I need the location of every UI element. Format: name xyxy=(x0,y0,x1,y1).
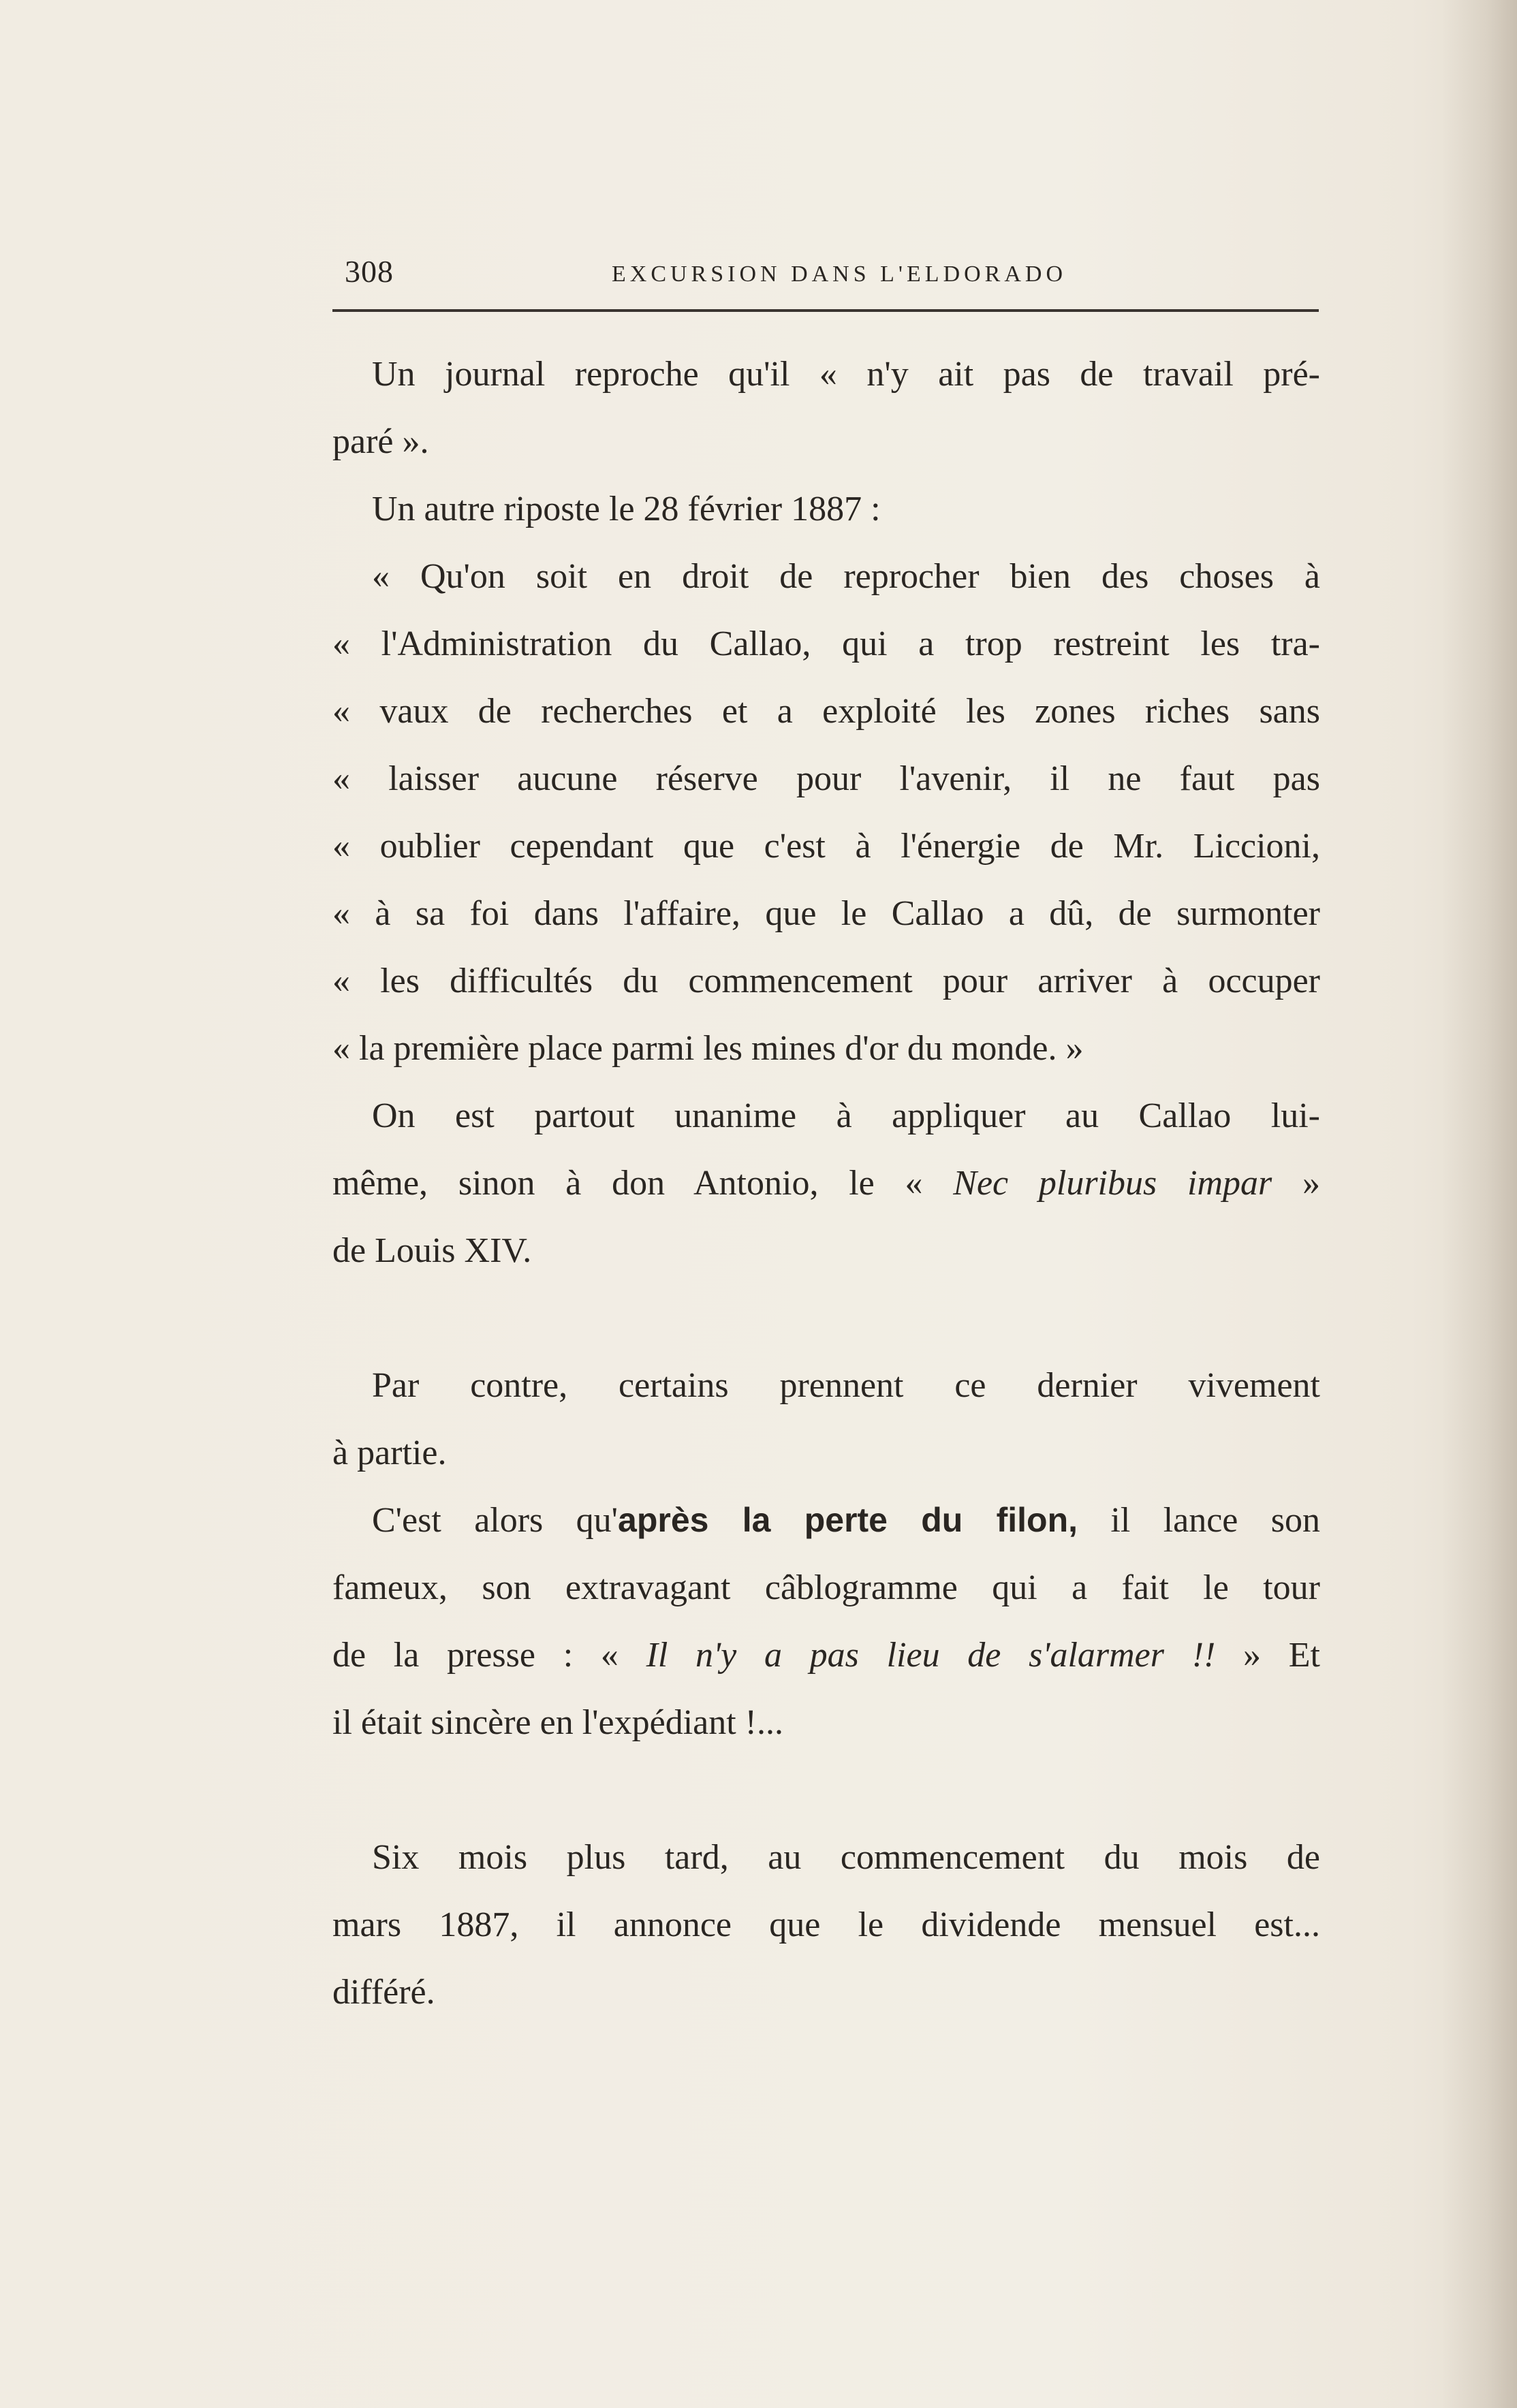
text-fragment: il lance son xyxy=(1078,1501,1321,1540)
quote-line: « les difficultés du commencement pour arriver à occuper xyxy=(332,962,1320,1000)
text-line: fameux, son extravagant câblogramme qui a fait le tour xyxy=(332,1568,1320,1607)
running-title: EXCURSION DANS L'ELDORADO xyxy=(612,262,1067,287)
text-line: Par contre, certains prennent ce dernier vivement xyxy=(372,1366,1320,1405)
quote-line: « vaux de recherches et a exploité les zones riches sans xyxy=(332,692,1320,731)
page-header xyxy=(332,253,1320,308)
text-line xyxy=(332,1621,1320,1689)
text-line: de Louis XIV. xyxy=(332,1231,532,1270)
text-line: Six mois plus tard, au commencement du mois de xyxy=(372,1838,1320,1877)
page-number: 308 xyxy=(345,254,394,289)
quote-line: « laisser aucune réserve pour l'avenir, il ne faut pas xyxy=(332,759,1320,798)
body-text xyxy=(332,340,1320,2026)
text-fragment: » xyxy=(1272,1164,1321,1203)
text-line: mars 1887, il annonce que le dividende mensuel est... xyxy=(332,1905,1320,1944)
quote-line: « la première place parmi les mines d'or du monde. » xyxy=(332,1029,1084,1068)
latin-motto: Nec pluribus impar xyxy=(953,1164,1272,1203)
text-line: Un autre riposte le 28 février 1887 : xyxy=(372,490,881,528)
text-fragment: de la presse : « xyxy=(332,1636,646,1675)
text-line: Un journal reproche qu'il « n'y ait pas de travail pré- xyxy=(372,355,1320,394)
text-line: paré ». xyxy=(332,422,429,461)
text-line: à partie. xyxy=(332,1433,447,1472)
text-fragment: C'est alors qu' xyxy=(372,1501,619,1540)
text-line xyxy=(332,1150,1320,1217)
text-line: différé. xyxy=(332,1973,435,2012)
page-edge-shadow xyxy=(1442,0,1517,2408)
text-fragment: même, sinon à don Antonio, le « xyxy=(332,1164,954,1203)
text-line xyxy=(332,1487,1320,1554)
text-line: il était sincère en l'expédiant !... xyxy=(332,1703,783,1742)
paragraph-gap xyxy=(332,1284,1320,1352)
header-rule xyxy=(332,309,1319,312)
emphasized-phrase: après la perte du filon, xyxy=(618,1501,1078,1539)
text-line: On est partout unanime à appliquer au Callao lui- xyxy=(372,1096,1320,1135)
quote-line: « l'Administration du Callao, qui a trop restreint les tra- xyxy=(332,624,1320,663)
quote-line: « Qu'on soit en droit de reprocher bien des choses à xyxy=(372,557,1320,596)
paragraph-gap xyxy=(332,1756,1320,1824)
text-fragment: » Et xyxy=(1215,1636,1320,1675)
cablegram-quote: Il n'y a pas lieu de s'alarmer !! xyxy=(646,1636,1216,1675)
quote-line: « à sa foi dans l'affaire, que le Callao a dû, de surmonter xyxy=(332,894,1320,933)
quote-line: « oublier cependant que c'est à l'énergie de Mr. Liccioni, xyxy=(332,827,1320,866)
